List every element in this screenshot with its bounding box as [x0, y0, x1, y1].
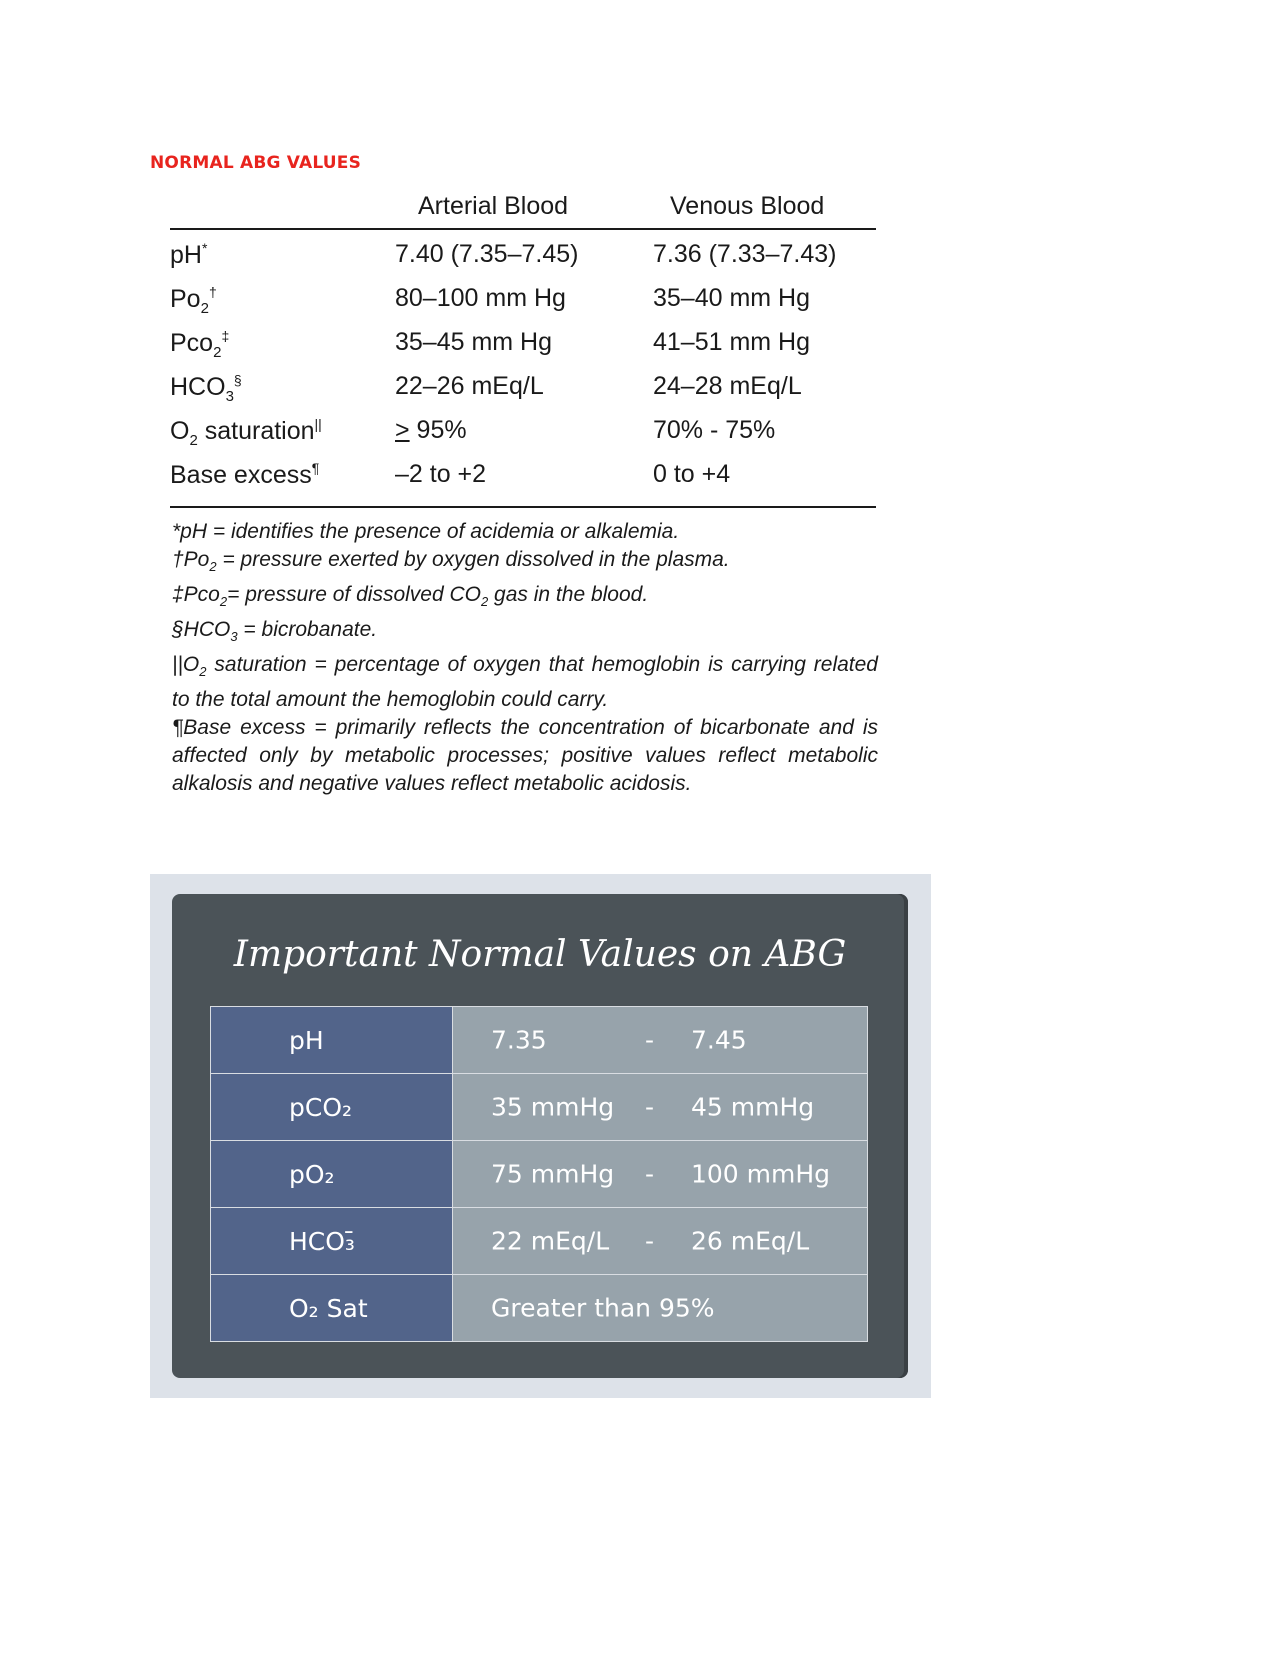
range-low: 35 mmHg [491, 1092, 615, 1122]
venous-value: 24–28 mEq/L [653, 372, 802, 400]
range-high: 26 mEq/L [691, 1226, 810, 1256]
footnote-hco3: $\S HCO_3$ = bicrobanate. [172, 618, 378, 644]
page-heading: NORMAL ABG VALUES [150, 153, 362, 173]
card-panel [172, 894, 908, 1378]
range-high: 7.45 [691, 1025, 747, 1055]
table-header [170, 188, 876, 230]
param-label: pH* [170, 240, 208, 269]
venous-value: 41–51 mm Hg [653, 328, 811, 356]
footnote-o2-saturation: $||O_2$ saturation = percentage of oxygen that hemoglobin is carrying related to the total amount the hemoglobin could carry. [172, 653, 878, 711]
range-high: 100 mmHg [691, 1159, 831, 1189]
range-dash: - [645, 1025, 655, 1055]
arterial-value: 7.40 (7.35–7.45) [395, 240, 579, 268]
venous-value: 7.36 (7.33–7.43) [653, 240, 837, 268]
range-cell [453, 1141, 867, 1207]
range-low: 75 mmHg [491, 1159, 615, 1189]
range-dash: - [645, 1092, 655, 1122]
param-label: pO₂ [211, 1141, 453, 1207]
abg-summary-card [150, 874, 931, 1398]
table-row [211, 1208, 867, 1275]
card-title: Important Normal Values on ABG [233, 934, 847, 975]
range-low: 22 mEq/L [491, 1226, 610, 1256]
card-values-table [210, 1006, 868, 1342]
arterial-value: 35–45 mm Hg [395, 328, 553, 356]
venous-value: 70% - 75% [653, 416, 776, 444]
range-low: 7.35 [491, 1025, 547, 1055]
range-text: Greater than 95% [491, 1293, 715, 1323]
arterial-value: 80–100 mm Hg [395, 284, 566, 312]
table-body [170, 230, 876, 508]
table-row-o2-saturation [170, 416, 876, 456]
footnote-pco2: ‡Pco$_2$= pressure of dissolved $CO_2$ gas in the blood. [172, 583, 649, 609]
table-row-pco2 [170, 328, 876, 368]
venous-value: 35–40 mm Hg [653, 284, 811, 312]
footnote-base-excess: ¶Base excess = primarily reflects the concentration of bicarbonate and is affected only by metabolic processes; positive values reflect metabolic alkalosis and negative values reflect metabolic acidosis. [172, 716, 878, 795]
table-row [211, 1275, 867, 1341]
range-cell [453, 1074, 867, 1140]
footnote-ph: *pH = identifies the presence of acidemia or alkalemia. [172, 520, 680, 543]
param-label: $O_2$ saturation|| [170, 416, 322, 449]
param-label: pCO₂ [211, 1074, 453, 1140]
table-row-base-excess [170, 460, 876, 500]
table-row-po2 [170, 284, 876, 324]
arterial-value: > 95% [395, 416, 467, 444]
param-label: HCO₃̄ [211, 1208, 453, 1274]
table-footnotes [172, 518, 878, 798]
footnote-po2: $\dagger Po_2$ = pressure exerted by oxygen dissolved in the plasma. [172, 548, 730, 574]
venous-blood-header: Venous Blood [670, 192, 825, 220]
range-dash: - [645, 1226, 655, 1256]
param-label: O₂ Sat [211, 1275, 453, 1341]
arterial-value: –2 to +2 [395, 460, 487, 488]
venous-value: 0 to +4 [653, 460, 731, 488]
table-row [211, 1007, 867, 1074]
range-cell [453, 1275, 867, 1341]
range-dash: - [645, 1159, 655, 1189]
abg-values-table [170, 188, 876, 508]
range-cell [453, 1208, 867, 1274]
param-label: $Po_2^\dagger$ [170, 284, 217, 317]
param-label: pH [211, 1007, 453, 1073]
table-row [211, 1074, 867, 1141]
param-label: $HCO_3^\S$ [170, 372, 242, 405]
arterial-blood-header: Arterial Blood [418, 192, 569, 220]
table-row [211, 1141, 867, 1208]
param-label: Base excess¶ [170, 460, 320, 489]
arterial-value: 22–26 mEq/L [395, 372, 544, 400]
table-row-ph [170, 240, 876, 280]
table-row-hco3 [170, 372, 876, 412]
range-cell [453, 1007, 867, 1073]
param-label: Pco$_2$‡ [170, 328, 230, 361]
range-high: 45 mmHg [691, 1092, 815, 1122]
